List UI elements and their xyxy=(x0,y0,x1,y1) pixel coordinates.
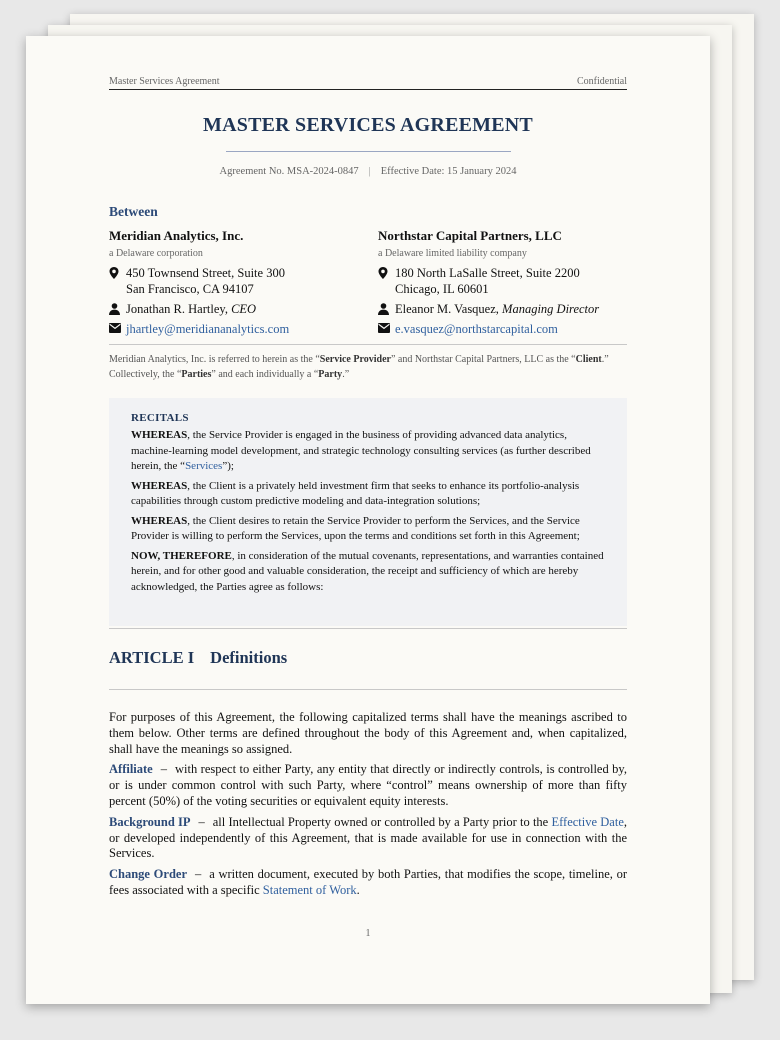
meta-separator: | xyxy=(368,166,371,177)
party-provider xyxy=(109,228,369,337)
email-link[interactable]: jhartley@meridiananalytics.com xyxy=(126,322,290,336)
definition-item: Change Order – a written document, executed by both Parties, that modifies the scope, timeline, or fees associated with a specific Statement of Work. xyxy=(109,867,627,897)
recitals-box xyxy=(109,398,627,626)
party-name: Northstar Capital Partners, LLC xyxy=(378,228,562,243)
envelope-icon xyxy=(378,321,395,333)
definition-item: Affiliate – with respect to either Party, any entity that directly or indirectly controls, is controlled by, or is under common control with such Party, where “control” means ownership of more than fifty percent (50%) of the voting securities or equivalent equity interests. xyxy=(109,762,627,808)
definition-term: Affiliate xyxy=(109,762,153,777)
definition-item: Background IP – all Intellectual Property owned or controlled by a Party prior to the Effective Date, or developed independently of this Agreement, that is made available for use in connection with the Services. xyxy=(109,814,627,861)
party-description: a Delaware corporation xyxy=(109,248,203,259)
definition-term: Change Order xyxy=(109,867,187,882)
address-line: San Francisco, CA 94107 xyxy=(126,282,254,296)
party-address xyxy=(109,265,369,297)
party-address xyxy=(378,265,638,297)
services-link[interactable]: Services xyxy=(185,460,223,472)
party-name: Meridian Analytics, Inc. xyxy=(109,228,244,243)
address-line: 180 North LaSalle Street, Suite 2200 xyxy=(395,266,580,280)
article-number: ARTICLE I xyxy=(109,648,195,667)
effective-date: Effective Date: 15 January 2024 xyxy=(380,166,517,177)
party-email-row xyxy=(378,321,638,337)
address-line: Chicago, IL 60601 xyxy=(395,282,489,296)
article-body xyxy=(109,710,627,904)
page-number: 1 xyxy=(365,928,371,939)
header-left: Master Services Agreement xyxy=(109,76,220,87)
party-client xyxy=(378,228,638,337)
section-divider xyxy=(109,689,627,690)
party-contact xyxy=(109,301,369,317)
effective-date-link[interactable]: Effective Date xyxy=(551,814,624,829)
map-pin-icon xyxy=(378,265,395,279)
agreement-number: Agreement No. MSA-2024-0847 xyxy=(219,166,359,177)
running-header xyxy=(109,76,627,90)
article-title: Definitions xyxy=(210,648,288,667)
document-page xyxy=(26,36,710,1004)
contact-name: Jonathan R. Hartley, xyxy=(126,302,232,316)
party-email-row xyxy=(109,321,369,337)
article-heading xyxy=(109,648,287,668)
contact-title: CEO xyxy=(231,302,257,316)
recital-paragraph: WHEREAS, the Service Provider is engaged in the business of providing advanced data analytics, machine-learning model development, and strategic technology consulting services (as further described herein, the “Services”); xyxy=(131,429,591,472)
document-title: MASTER SERVICES AGREEMENT xyxy=(203,114,533,136)
user-icon xyxy=(109,301,126,315)
statement-of-work-link[interactable]: Statement of Work xyxy=(262,882,357,897)
party-description: a Delaware limited liability company xyxy=(378,248,527,259)
address-line: 450 Townsend Street, Suite 300 xyxy=(126,266,285,280)
email-link[interactable]: e.vasquez@northstarcapital.com xyxy=(395,322,558,336)
recital-paragraph: WHEREAS, the Client desires to retain the Service Provider to perform the Services, and the Service Provider is willing to perform the Services, upon the terms and conditions set forth in this Agreement; xyxy=(131,514,580,542)
map-pin-icon xyxy=(109,265,126,279)
definition-term: Background IP xyxy=(109,814,191,829)
envelope-icon xyxy=(109,321,126,333)
recital-paragraph: WHEREAS, the Client is a privately held investment firm that seeks to enhance its portfolio-analysis capabilities through custom predictive modeling and data-integration solutions; xyxy=(131,479,580,507)
title-divider xyxy=(226,151,511,152)
user-icon xyxy=(378,301,395,315)
header-right: Confidential xyxy=(577,76,627,87)
contact-title: Managing Director xyxy=(502,302,600,316)
agreement-meta xyxy=(109,166,627,177)
contact-name: Eleanor M. Vasquez, xyxy=(395,302,503,316)
recital-paragraph: NOW, THEREFORE, in consideration of the mutual covenants, representations, and warranties contained herein, and for other good and valuable consideration, the receipt and sufficiency of which are hereby acknowledged, the Parties agree as follows: xyxy=(131,549,604,593)
section-divider xyxy=(109,628,627,629)
defined-parties-note: Meridian Analytics, Inc. is referred to herein as the “Service Provider” and Northstar Capital Partners, LLC as the “Client.” Collectively, the “Parties” and each individually a “Party.” xyxy=(109,354,609,380)
party-contact xyxy=(378,301,638,317)
intro-paragraph: For purposes of this Agreement, the following capitalized terms shall have the meanings ascribed to them below. Other terms are defined throughout the body of this Agreement and, when capitalized, shall have the meanings so assigned. xyxy=(109,710,627,756)
section-divider xyxy=(109,344,627,345)
recitals-heading: RECITALS xyxy=(131,412,189,424)
between-heading: Between xyxy=(109,204,158,219)
